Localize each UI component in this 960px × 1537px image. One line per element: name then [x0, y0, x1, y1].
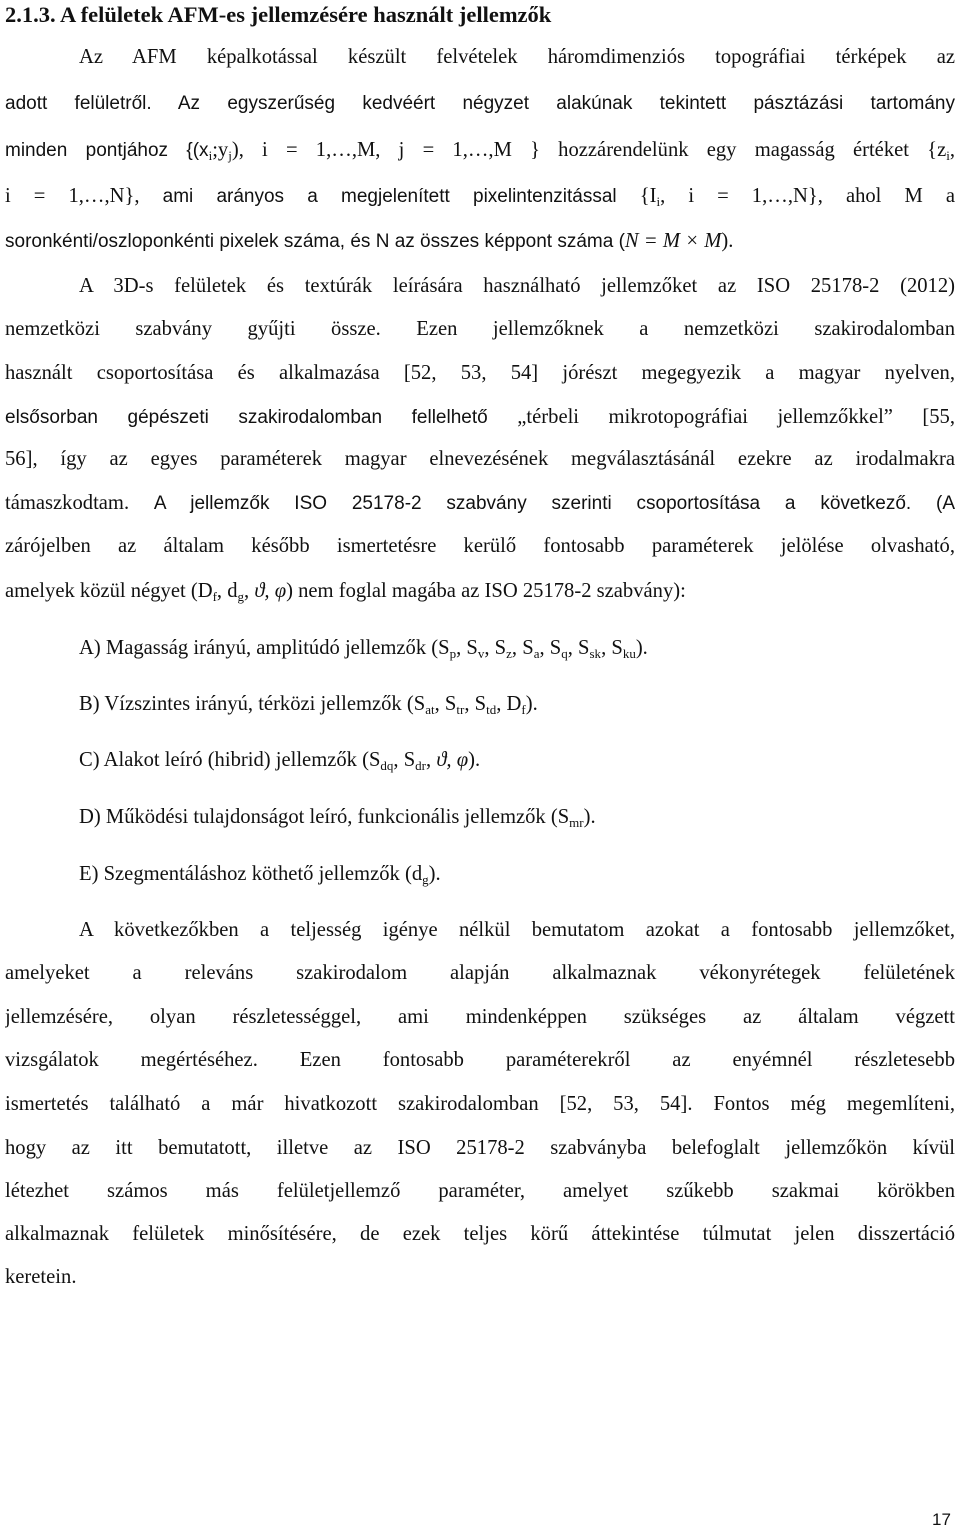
p3-line-7: létezhet számos más felületjellemző paraméter, amelyet szűkebb szakmai körökben — [5, 1180, 955, 1202]
section-heading: 2.1.3. A felületek AFM-es jellemzésére használt jellemzők — [5, 2, 552, 27]
p3-line-5: ismertetés található a már hivatkozott szakirodalomban [52, 53, 54]. Fontos még megemlíteni, — [5, 1093, 955, 1115]
p2-line-6: támaszkodtam. A jellemzők ISO 25178-2 szabvány szerinti csoportosítása a következő. (A — [5, 492, 955, 514]
p2-line-7: zárójelben az általam később ismertetésre kerülő fontosabb paraméterek jelölése olvasható, — [5, 535, 955, 557]
p1-line-1: Az AFM képalkotással készült felvételek háromdimenziós topográfiai térképek az — [79, 46, 955, 68]
list-item-d: D) Működési tulajdonságot leíró, funkcionális jellemzők $(S_{mr})$. — [79, 806, 596, 830]
p1-line-4: i = 1,…,N}, ami arányos a megjelenített pixelintenzitással {$I_i$, i = 1,…,N}, ahol M a — [5, 185, 955, 209]
list-item-b: B) Vízszintes irányú, térközi jellemzők ($S_{at}$, $S_{tr}$, $S_{td}$, $D_f$). — [79, 693, 538, 717]
p2-line-1: A 3D-s felületek és textúrák leírására használható jellemzőket az ISO 25178-2 (2012) — [79, 275, 955, 297]
p3-line-3: jellemzésére, olyan részletességgel, ami mindenképpen szükséges az általam végzett — [5, 1006, 955, 1028]
formula-n-equals-m-times-m: N = M × M — [624, 230, 722, 252]
p2-line-8: amelyek közül négyet ($D_f$, $d_g$, ϑ, φ) nem foglal magába az ISO 25178-2 szabvány): — [5, 580, 686, 604]
p3-line-4: vizsgálatok megértéséhez. Ezen fontosabb paraméterekről az enyémnél részletesebb — [5, 1049, 955, 1071]
p3-line-2: amelyeket a releváns szakirodalom alapján alkalmaznak vékonyrétegek felületének — [5, 962, 955, 984]
list-item-e: E) Szegmentáláshoz köthető jellemzők $(d_g)$. — [79, 863, 441, 887]
p2-line-5: 56], így az egyes paraméterek magyar elnevezésének megválasztásánál ezekre az irodalmakra — [5, 448, 955, 470]
p2-line-2: nemzetközi szabvány gyűjti össze. Ezen jellemzőknek a nemzetközi szakirodalomban — [5, 318, 955, 340]
p2-line-4: elsősorban gépészeti szakirodalomban fellelhető „térbeli mikrotopográfiai jellemzőkkel” [55, — [5, 406, 955, 428]
p3-line-1: A következőkben a teljesség igénye nélkül bemutatom azokat a fontosabb jellemzőket, — [79, 919, 955, 941]
list-item-c: C) Alakot leíró (hibrid) jellemzők ($S_{dq}$, $S_{dr}$, ϑ, φ). — [79, 749, 481, 773]
page-number: 17 — [932, 1510, 951, 1529]
p3-line-8: alkalmaznak felületek minősítésére, de ezek teljes körű áttekintése túlmutat jelen disszertáció — [5, 1223, 955, 1245]
p2-line-3: használt csoportosítása és alkalmazása [52, 53, 54] jórészt megegyezik a magyar nyelven, — [5, 362, 955, 384]
p3-line-6: hogy az itt bemutatott, illetve az ISO 25178-2 szabványba belefoglalt jellemzőkön kívül — [5, 1137, 955, 1159]
p1-line-3: minden pontjához {$(x_i;y_j)$, i = 1,…,M, j = 1,…,M } hozzárendelünk egy magasság értéket {$z_i$, — [5, 139, 955, 163]
p1-line-5: soronkénti/oszloponkénti pixelek száma, és N az összes képpont száma (N = M × M). — [5, 230, 734, 252]
list-item-a: A) Magasság irányú, amplitúdó jellemzők ($S_p$, $S_v$, $S_z$, $S_a$, $S_q$, $S_{sk}$, $S_{ku}$). — [79, 637, 648, 661]
p1-line-2: adott felületről. Az egyszerűség kedvéért négyzet alakúnak tekintett pásztázási tartomány — [5, 93, 955, 114]
p3-line-9: keretein. — [5, 1266, 77, 1288]
